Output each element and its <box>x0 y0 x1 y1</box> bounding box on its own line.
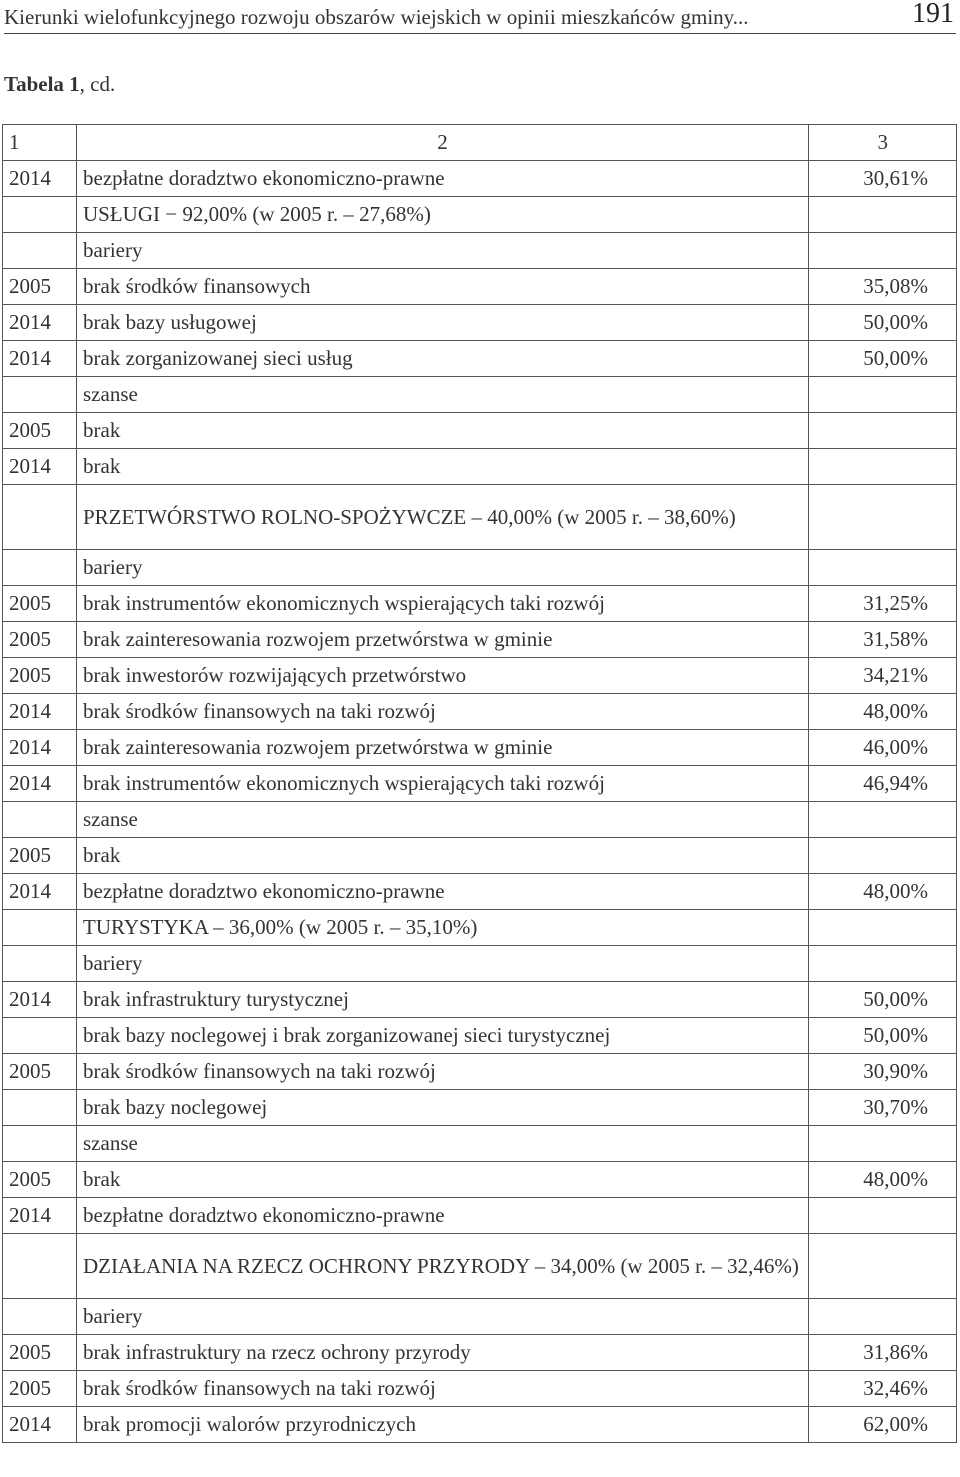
row-year: 2014 <box>3 449 77 485</box>
row-description: brak bazy usługowej <box>77 305 809 341</box>
row-year: 2014 <box>3 730 77 766</box>
row-percentage <box>809 1234 957 1299</box>
table-row <box>3 1162 957 1198</box>
row-year <box>3 485 77 550</box>
row-percentage <box>809 1299 957 1335</box>
row-percentage: 30,61% <box>809 161 957 197</box>
row-percentage: 62,00% <box>809 1407 957 1443</box>
row-description: bariery <box>77 550 809 586</box>
row-description: USŁUGI − 92,00% (w 2005 r. – 27,68%) <box>77 197 809 233</box>
row-percentage <box>809 197 957 233</box>
row-year: 2005 <box>3 413 77 449</box>
row-description: szanse <box>77 377 809 413</box>
row-year: 2014 <box>3 305 77 341</box>
row-description: brak promocji walorów przyrodniczych <box>77 1407 809 1443</box>
column-header-2: 2 <box>77 125 809 161</box>
row-percentage: 30,90% <box>809 1054 957 1090</box>
table-row <box>3 1407 957 1443</box>
row-percentage: 34,21% <box>809 658 957 694</box>
row-year: 2014 <box>3 982 77 1018</box>
row-percentage <box>809 946 957 982</box>
row-description: brak zainteresowania rozwojem przetwórstwa w gminie <box>77 730 809 766</box>
row-percentage: 31,58% <box>809 622 957 658</box>
row-percentage: 46,94% <box>809 766 957 802</box>
row-description: brak instrumentów ekonomicznych wspierających taki rozwój <box>77 586 809 622</box>
row-year: 2005 <box>3 622 77 658</box>
row-year <box>3 946 77 982</box>
row-year: 2005 <box>3 1371 77 1407</box>
row-description: brak instrumentów ekonomicznych wspierających taki rozwój <box>77 766 809 802</box>
row-percentage: 48,00% <box>809 694 957 730</box>
row-percentage <box>809 449 957 485</box>
table-row <box>3 658 957 694</box>
table-row <box>3 197 957 233</box>
row-percentage: 31,25% <box>809 586 957 622</box>
table-row <box>3 550 957 586</box>
row-year: 2005 <box>3 269 77 305</box>
row-description: brak zorganizowanej sieci usług <box>77 341 809 377</box>
row-percentage: 50,00% <box>809 1018 957 1054</box>
row-description: szanse <box>77 802 809 838</box>
row-year <box>3 233 77 269</box>
page-number: 191 <box>912 0 954 29</box>
table-row <box>3 1234 957 1299</box>
row-percentage: 50,00% <box>809 341 957 377</box>
row-description: brak środków finansowych na taki rozwój <box>77 694 809 730</box>
row-description: bezpłatne doradztwo ekonomiczno-prawne <box>77 874 809 910</box>
table-body <box>3 125 957 1443</box>
row-description: brak inwestorów rozwijających przetwórstwo <box>77 658 809 694</box>
table-caption-label: Tabela 1 <box>4 72 80 96</box>
row-percentage <box>809 233 957 269</box>
row-description: brak środków finansowych <box>77 269 809 305</box>
row-year: 2014 <box>3 341 77 377</box>
row-description: brak infrastruktury na rzecz ochrony przyrody <box>77 1335 809 1371</box>
row-description: brak zainteresowania rozwojem przetwórstwa w gminie <box>77 622 809 658</box>
row-percentage: 35,08% <box>809 269 957 305</box>
table-row <box>3 838 957 874</box>
row-year: 2005 <box>3 1162 77 1198</box>
table-row <box>3 802 957 838</box>
row-description: bezpłatne doradztwo ekonomiczno-prawne <box>77 1198 809 1234</box>
row-percentage <box>809 485 957 550</box>
row-percentage <box>809 802 957 838</box>
table-row <box>3 766 957 802</box>
data-table <box>2 124 957 1443</box>
row-percentage: 48,00% <box>809 874 957 910</box>
table-row <box>3 377 957 413</box>
table-row <box>3 622 957 658</box>
table-row <box>3 341 957 377</box>
table-row <box>3 413 957 449</box>
table-row <box>3 1054 957 1090</box>
row-percentage <box>809 377 957 413</box>
row-year <box>3 910 77 946</box>
table-row <box>3 874 957 910</box>
table-row <box>3 1018 957 1054</box>
table-row <box>3 485 957 550</box>
row-year: 2005 <box>3 658 77 694</box>
row-year <box>3 1090 77 1126</box>
row-year <box>3 377 77 413</box>
running-title: Kierunki wielofunkcyjnego rozwoju obszarów wiejskich w opinii mieszkańców gminy... <box>4 5 749 29</box>
row-description: brak bazy noclegowej <box>77 1090 809 1126</box>
table-row <box>3 269 957 305</box>
row-year <box>3 1018 77 1054</box>
row-description: brak środków finansowych na taki rozwój <box>77 1371 809 1407</box>
row-year <box>3 1126 77 1162</box>
row-percentage <box>809 838 957 874</box>
table-row <box>3 1126 957 1162</box>
row-description: brak <box>77 1162 809 1198</box>
row-year: 2014 <box>3 694 77 730</box>
row-year: 2005 <box>3 1335 77 1371</box>
row-year <box>3 1299 77 1335</box>
row-description: brak <box>77 838 809 874</box>
row-description: TURYSTYKA – 36,00% (w 2005 r. – 35,10%) <box>77 910 809 946</box>
table-caption <box>4 72 115 97</box>
row-description: bezpłatne doradztwo ekonomiczno-prawne <box>77 161 809 197</box>
table-row <box>3 946 957 982</box>
row-year: 2014 <box>3 161 77 197</box>
row-description: brak infrastruktury turystycznej <box>77 982 809 1018</box>
table-row <box>3 982 957 1018</box>
table-row <box>3 694 957 730</box>
row-percentage <box>809 550 957 586</box>
row-description: brak <box>77 413 809 449</box>
table-row <box>3 161 957 197</box>
table-row <box>3 449 957 485</box>
table-caption-suffix: , cd. <box>79 72 116 96</box>
row-year: 2014 <box>3 1198 77 1234</box>
row-year <box>3 550 77 586</box>
table-row <box>3 1335 957 1371</box>
row-description: szanse <box>77 1126 809 1162</box>
row-year <box>3 802 77 838</box>
row-percentage: 48,00% <box>809 1162 957 1198</box>
running-header <box>4 0 956 34</box>
table-row <box>3 1090 957 1126</box>
row-description: bariery <box>77 233 809 269</box>
row-year: 2014 <box>3 766 77 802</box>
row-description: bariery <box>77 1299 809 1335</box>
row-percentage <box>809 910 957 946</box>
table-row <box>3 586 957 622</box>
row-description: PRZETWÓRSTWO ROLNO-SPOŻYWCZE – 40,00% (w 2005 r. – 38,60%) <box>77 485 809 550</box>
row-description: brak środków finansowych na taki rozwój <box>77 1054 809 1090</box>
row-year: 2014 <box>3 874 77 910</box>
row-percentage <box>809 1198 957 1234</box>
row-percentage <box>809 1126 957 1162</box>
row-percentage: 31,86% <box>809 1335 957 1371</box>
row-description: bariery <box>77 946 809 982</box>
row-percentage: 46,00% <box>809 730 957 766</box>
row-description: brak <box>77 449 809 485</box>
row-percentage: 50,00% <box>809 305 957 341</box>
row-year: 2005 <box>3 586 77 622</box>
table-row <box>3 1198 957 1234</box>
column-header-3: 3 <box>809 125 957 161</box>
table-row <box>3 1371 957 1407</box>
row-year: 2005 <box>3 1054 77 1090</box>
table-row <box>3 910 957 946</box>
row-percentage: 30,70% <box>809 1090 957 1126</box>
table-row <box>3 305 957 341</box>
row-year: 2014 <box>3 1407 77 1443</box>
row-percentage: 32,46% <box>809 1371 957 1407</box>
table-header-row <box>3 125 957 161</box>
row-percentage <box>809 413 957 449</box>
table-row <box>3 233 957 269</box>
table-row <box>3 730 957 766</box>
table-row <box>3 1299 957 1335</box>
row-year <box>3 1234 77 1299</box>
row-year <box>3 197 77 233</box>
row-percentage: 50,00% <box>809 982 957 1018</box>
row-description: DZIAŁANIA NA RZECZ OCHRONY PRZYRODY – 34,00% (w 2005 r. – 32,46%) <box>77 1234 809 1299</box>
row-year: 2005 <box>3 838 77 874</box>
column-header-1: 1 <box>3 125 77 161</box>
row-description: brak bazy noclegowej i brak zorganizowanej sieci turystycznej <box>77 1018 809 1054</box>
